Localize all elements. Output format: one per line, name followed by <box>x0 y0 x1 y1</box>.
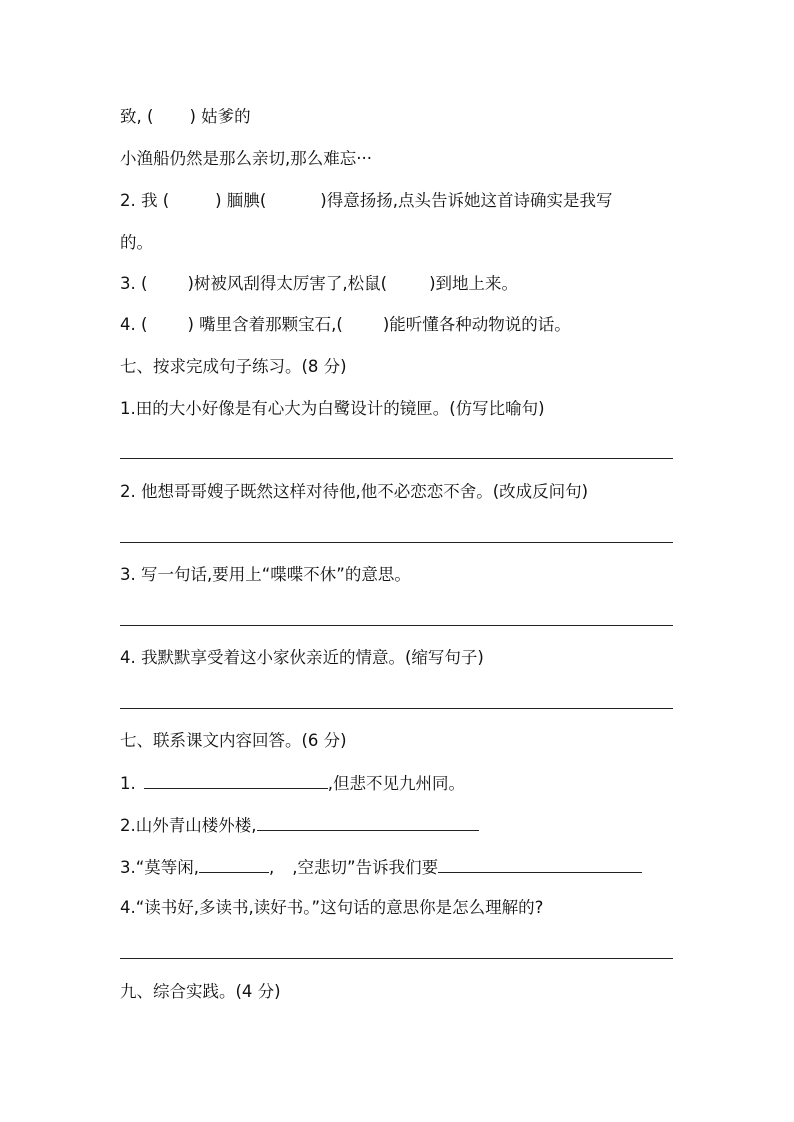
fill-blank-q1-end <box>120 106 251 128</box>
q3-text-b: )树被风刮得太厉害了,松鼠( <box>187 274 388 293</box>
q4-text-c: )能听懂各种动物说的话。 <box>382 315 571 334</box>
section-heading-sentence-practice: 七、按求完成句子练习。(8 分) <box>120 357 347 376</box>
q3-text-c: )到地上来。 <box>429 274 518 293</box>
poem-q3 <box>120 856 642 879</box>
poem-q3-text-b: , <box>269 858 275 877</box>
poem-q2-blank[interactable] <box>257 814 479 831</box>
answer-line-sentence-q4[interactable] <box>120 708 673 709</box>
sentence-q1: 1.田的大小好像是有心大为白鹭设计的镜匣。(仿写比喻句) <box>120 399 545 418</box>
fill-blank-q2 <box>120 190 612 212</box>
poem-q1-text: ,但悲不见九州同。 <box>327 774 465 793</box>
poem-q4: 4.“读书好,多读书,读好书。”这句话的意思你是怎么理解的? <box>120 898 544 917</box>
q4-text-a: 4. ( <box>120 315 148 334</box>
poem-q2-text: 2.山外青山楼外楼, <box>120 816 257 835</box>
answer-line-poem-q4[interactable] <box>120 958 673 959</box>
sentence-q3: 3. 写一句话,要用上“喋喋不休”的意思。 <box>120 565 411 584</box>
q1-continuation: 小渔船仍然是那么亲切,那么难忘··· <box>120 149 372 168</box>
answer-line-sentence-q3[interactable] <box>120 625 673 626</box>
poem-q1-number: 1. <box>120 774 136 793</box>
sentence-q2: 2. 他想哥哥嫂子既然这样对待他,他不必恋恋不舍。(改成反问句) <box>120 482 589 501</box>
section-heading-text-content: 七、联系课文内容回答。(6 分) <box>120 731 347 750</box>
poem-q3-text-a: 3.“莫等闲, <box>120 858 200 877</box>
q1-text-b: ) 姑爹的 <box>189 107 251 126</box>
sentence-q4: 4. 我默默享受着这小家伙亲近的情意。(缩写句子) <box>120 648 484 667</box>
poem-q1-blank[interactable] <box>144 772 328 789</box>
poem-q3-blank-1[interactable] <box>199 856 269 873</box>
answer-line-sentence-q2[interactable] <box>120 542 673 543</box>
section-heading-practice: 九、综合实践。(4 分) <box>120 982 281 1001</box>
poem-q2 <box>120 814 479 837</box>
q4-text-b: ) 嘴里含着那颗宝石,( <box>187 315 343 334</box>
q2-text-c: )得意扬扬,点头告诉她这首诗确实是我写 <box>320 191 613 210</box>
q2-text-a: 2. 我 ( <box>120 191 170 210</box>
q3-text-a: 3. ( <box>120 274 148 293</box>
poem-q3-text-c: ,空悲切”告诉我们要 <box>292 858 439 877</box>
q2-continuation: 的。 <box>120 233 153 252</box>
answer-line-sentence-q1[interactable] <box>120 458 673 459</box>
q1-text-a: 致, ( <box>120 107 154 126</box>
poem-q3-blank-3[interactable] <box>438 856 642 873</box>
q2-text-b: ) 腼腆( <box>215 191 267 210</box>
poem-q1 <box>120 772 465 795</box>
fill-blank-q3 <box>120 273 518 295</box>
fill-blank-q4 <box>120 314 571 336</box>
